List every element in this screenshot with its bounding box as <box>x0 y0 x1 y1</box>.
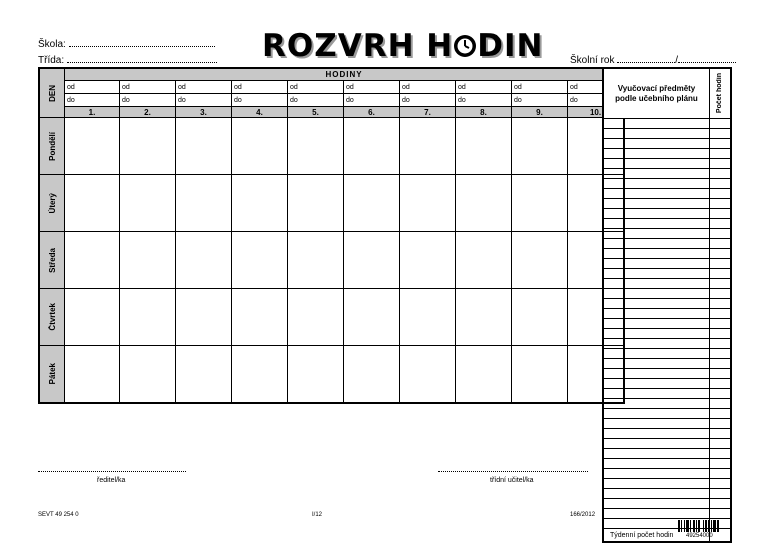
subject-cell[interactable] <box>603 169 710 179</box>
count-cell[interactable] <box>710 499 732 509</box>
lesson-cell[interactable] <box>456 346 512 404</box>
count-cell[interactable] <box>710 309 732 319</box>
lesson-cell[interactable] <box>288 175 344 232</box>
lesson-cell[interactable] <box>65 232 120 289</box>
do-cell[interactable]: do <box>232 94 288 107</box>
subject-cell[interactable] <box>603 459 710 469</box>
count-cell[interactable] <box>710 299 732 309</box>
lesson-cell[interactable] <box>512 232 568 289</box>
subject-cell[interactable] <box>603 149 710 159</box>
barcode-bar <box>696 520 697 532</box>
lesson-cell[interactable] <box>288 232 344 289</box>
lesson-cell[interactable] <box>400 232 456 289</box>
subject-cell[interactable] <box>603 399 710 409</box>
count-cell[interactable] <box>710 469 732 479</box>
od-cell[interactable]: od <box>176 81 232 94</box>
do-cell[interactable]: do <box>176 94 232 107</box>
count-cell[interactable] <box>710 199 732 209</box>
subject-cell[interactable] <box>603 179 710 189</box>
barcode-bar <box>686 520 689 532</box>
lesson-cell[interactable] <box>400 175 456 232</box>
lesson-cell[interactable] <box>176 175 232 232</box>
count-cell[interactable] <box>710 509 732 519</box>
subject-cell[interactable] <box>603 359 710 369</box>
lesson-cell[interactable] <box>65 175 120 232</box>
barcode-bar <box>703 520 704 532</box>
subject-cell[interactable] <box>603 419 710 429</box>
count-cell[interactable] <box>710 269 732 279</box>
subject-cell[interactable] <box>603 489 710 499</box>
count-cell[interactable] <box>710 429 732 439</box>
count-cell[interactable] <box>710 389 732 399</box>
subject-cell[interactable] <box>603 319 710 329</box>
timetable-grid <box>38 67 625 404</box>
lesson-cell[interactable] <box>120 346 176 404</box>
do-cell[interactable]: do <box>288 94 344 107</box>
barcode-bar <box>713 520 716 532</box>
od-cell[interactable]: od <box>456 81 512 94</box>
subject-cell[interactable] <box>603 239 710 249</box>
lesson-cell[interactable] <box>344 118 400 175</box>
lesson-cell[interactable] <box>65 289 120 346</box>
subject-cell[interactable] <box>603 369 710 379</box>
lesson-cell[interactable] <box>176 232 232 289</box>
do-cell[interactable]: do <box>512 94 568 107</box>
subject-cell[interactable] <box>603 409 710 419</box>
lesson-number: 1. <box>65 107 120 118</box>
count-cell[interactable] <box>710 159 732 169</box>
subject-cell[interactable] <box>603 279 710 289</box>
count-cell[interactable] <box>710 239 732 249</box>
subject-cell[interactable] <box>603 429 710 439</box>
do-cell[interactable]: do <box>400 94 456 107</box>
page-number: I/12 <box>312 512 323 518</box>
subject-cell[interactable] <box>603 269 710 279</box>
count-cell[interactable] <box>710 189 732 199</box>
lesson-cell[interactable] <box>344 232 400 289</box>
count-cell[interactable] <box>710 449 732 459</box>
count-cell[interactable] <box>710 329 732 339</box>
count-cell[interactable] <box>710 319 732 329</box>
count-header: Počet hodin <box>710 68 732 119</box>
count-cell[interactable] <box>710 129 732 139</box>
day-label: Pátek <box>39 346 65 404</box>
count-cell[interactable] <box>710 259 732 269</box>
day-label: Úterý <box>39 175 65 232</box>
lesson-cell[interactable] <box>400 118 456 175</box>
subject-cell[interactable] <box>603 469 710 479</box>
count-cell[interactable] <box>710 369 732 379</box>
od-cell[interactable]: od <box>65 81 120 94</box>
subject-cell[interactable] <box>603 339 710 349</box>
lesson-cell[interactable] <box>456 175 512 232</box>
day-label: Čtvrtek <box>39 289 65 346</box>
lesson-number: 5. <box>288 107 344 118</box>
subject-cell[interactable] <box>603 219 710 229</box>
lesson-cell[interactable] <box>65 346 120 404</box>
lesson-cell[interactable] <box>344 175 400 232</box>
school-field[interactable]: Škola: <box>38 37 215 50</box>
count-cell[interactable] <box>710 169 732 179</box>
subject-cell[interactable] <box>603 379 710 389</box>
barcode-bar <box>678 520 680 532</box>
count-cell[interactable] <box>710 459 732 469</box>
do-cell[interactable]: do <box>456 94 512 107</box>
subjects-header: Vyučovací předměty podle učebního plánu <box>603 68 710 119</box>
barcode <box>678 520 732 532</box>
barcode-bar <box>693 520 695 532</box>
subject-cell[interactable] <box>603 159 710 169</box>
class-field[interactable]: Třída: <box>38 53 217 66</box>
lesson-cell[interactable] <box>232 289 288 346</box>
lesson-cell[interactable] <box>120 175 176 232</box>
lesson-cell[interactable] <box>456 118 512 175</box>
subject-cell[interactable] <box>603 329 710 339</box>
subject-cell[interactable] <box>603 289 710 299</box>
lesson-cell[interactable] <box>344 289 400 346</box>
lesson-cell[interactable] <box>176 289 232 346</box>
clock-icon <box>453 30 477 66</box>
subject-cell[interactable] <box>603 259 710 269</box>
lesson-cell[interactable] <box>512 175 568 232</box>
lesson-number: 2. <box>120 107 176 118</box>
count-cell[interactable] <box>710 209 732 219</box>
do-cell[interactable]: do <box>120 94 176 107</box>
count-cell[interactable] <box>710 229 732 239</box>
subject-cell[interactable] <box>603 229 710 239</box>
count-cell[interactable] <box>710 419 732 429</box>
barcode-bar <box>708 520 709 532</box>
lesson-cell[interactable] <box>232 118 288 175</box>
barcode-number: 49254000 <box>686 533 713 539</box>
form-code: SEVT 49 254 0 <box>38 512 79 518</box>
subject-cell[interactable] <box>603 309 710 319</box>
lesson-cell[interactable] <box>400 289 456 346</box>
form-date: 166/2012 <box>570 512 596 518</box>
do-cell[interactable]: do <box>344 94 400 107</box>
lesson-cell[interactable] <box>400 346 456 404</box>
lesson-cell[interactable] <box>456 289 512 346</box>
count-cell[interactable] <box>710 399 732 409</box>
lesson-cell[interactable] <box>512 118 568 175</box>
od-cell[interactable]: od <box>120 81 176 94</box>
count-cell[interactable] <box>710 249 732 259</box>
subject-cell[interactable] <box>603 349 710 359</box>
barcode-bar <box>698 520 700 532</box>
lesson-cell[interactable] <box>232 175 288 232</box>
subject-cell[interactable] <box>603 439 710 449</box>
subjects-table <box>602 67 732 543</box>
od-cell[interactable]: od <box>568 81 625 94</box>
day-label: Pondělí <box>39 118 65 175</box>
barcode-bar <box>717 520 719 532</box>
lesson-number: 9. <box>512 107 568 118</box>
subject-cell[interactable] <box>603 509 710 519</box>
subject-cell[interactable] <box>603 129 710 139</box>
subject-cell[interactable] <box>603 499 710 509</box>
barcode-bar <box>681 520 682 532</box>
count-cell[interactable] <box>710 339 732 349</box>
count-cell[interactable] <box>710 289 732 299</box>
lesson-cell[interactable] <box>176 346 232 404</box>
lesson-cell[interactable] <box>120 118 176 175</box>
director-signature-line[interactable] <box>38 471 186 472</box>
subject-cell[interactable] <box>603 299 710 309</box>
od-cell[interactable]: od <box>400 81 456 94</box>
subject-cell[interactable] <box>603 249 710 259</box>
count-cell[interactable] <box>710 179 732 189</box>
count-cell[interactable] <box>710 479 732 489</box>
lesson-number: 4. <box>232 107 288 118</box>
barcode-bar <box>705 520 707 532</box>
weekly-total-label: Týdenní počet hodin <box>603 529 710 543</box>
lesson-cell[interactable] <box>288 118 344 175</box>
director-label: ředitel/ka <box>97 477 126 484</box>
lesson-cell[interactable] <box>232 346 288 404</box>
lesson-cell[interactable] <box>120 289 176 346</box>
count-cell[interactable] <box>710 149 732 159</box>
count-cell[interactable] <box>710 359 732 369</box>
count-cell[interactable] <box>710 279 732 289</box>
barcode-bar <box>690 520 691 532</box>
count-cell[interactable] <box>710 139 732 149</box>
lesson-cell[interactable] <box>512 346 568 404</box>
lesson-cell[interactable] <box>65 118 120 175</box>
count-cell[interactable] <box>710 439 732 449</box>
barcode-bar <box>711 520 712 532</box>
subject-cell[interactable] <box>603 119 710 129</box>
lesson-cell[interactable] <box>344 346 400 404</box>
den-header: DEN <box>39 68 65 118</box>
od-cell[interactable]: od <box>344 81 400 94</box>
lesson-cell[interactable] <box>456 232 512 289</box>
do-cell[interactable]: do <box>65 94 120 107</box>
subject-cell[interactable] <box>603 389 710 399</box>
count-cell[interactable] <box>710 379 732 389</box>
lesson-cell[interactable] <box>288 289 344 346</box>
lesson-number: 10. <box>568 107 625 118</box>
subject-cell[interactable] <box>603 189 710 199</box>
count-cell[interactable] <box>710 409 732 419</box>
school-year-field[interactable]: Školní rok / <box>570 53 736 66</box>
lesson-cell[interactable] <box>120 232 176 289</box>
subject-cell[interactable] <box>603 479 710 489</box>
subject-cell[interactable] <box>603 199 710 209</box>
subject-cell[interactable] <box>603 209 710 219</box>
count-cell[interactable] <box>710 119 732 129</box>
lesson-number: 7. <box>400 107 456 118</box>
lesson-cell[interactable] <box>512 289 568 346</box>
page-title: ROZVRH H DIN <box>262 28 544 64</box>
lesson-number: 6. <box>344 107 400 118</box>
lesson-number: 3. <box>176 107 232 118</box>
subject-cell[interactable] <box>603 139 710 149</box>
od-cell[interactable]: od <box>512 81 568 94</box>
teacher-label: třídní učitel/ka <box>490 477 534 484</box>
count-cell[interactable] <box>710 489 732 499</box>
od-cell[interactable]: od <box>232 81 288 94</box>
od-cell[interactable]: od <box>288 81 344 94</box>
lesson-cell[interactable] <box>288 346 344 404</box>
count-cell[interactable] <box>710 219 732 229</box>
lesson-cell[interactable] <box>232 232 288 289</box>
do-cell[interactable]: do <box>568 94 625 107</box>
subject-cell[interactable] <box>603 449 710 459</box>
count-cell[interactable] <box>710 349 732 359</box>
barcode-bar <box>684 520 685 532</box>
teacher-signature-line[interactable] <box>438 471 588 472</box>
day-label: Středa <box>39 232 65 289</box>
lesson-number: 8. <box>456 107 512 118</box>
hodiny-header: HODINY <box>65 68 625 81</box>
lesson-cell[interactable] <box>176 118 232 175</box>
